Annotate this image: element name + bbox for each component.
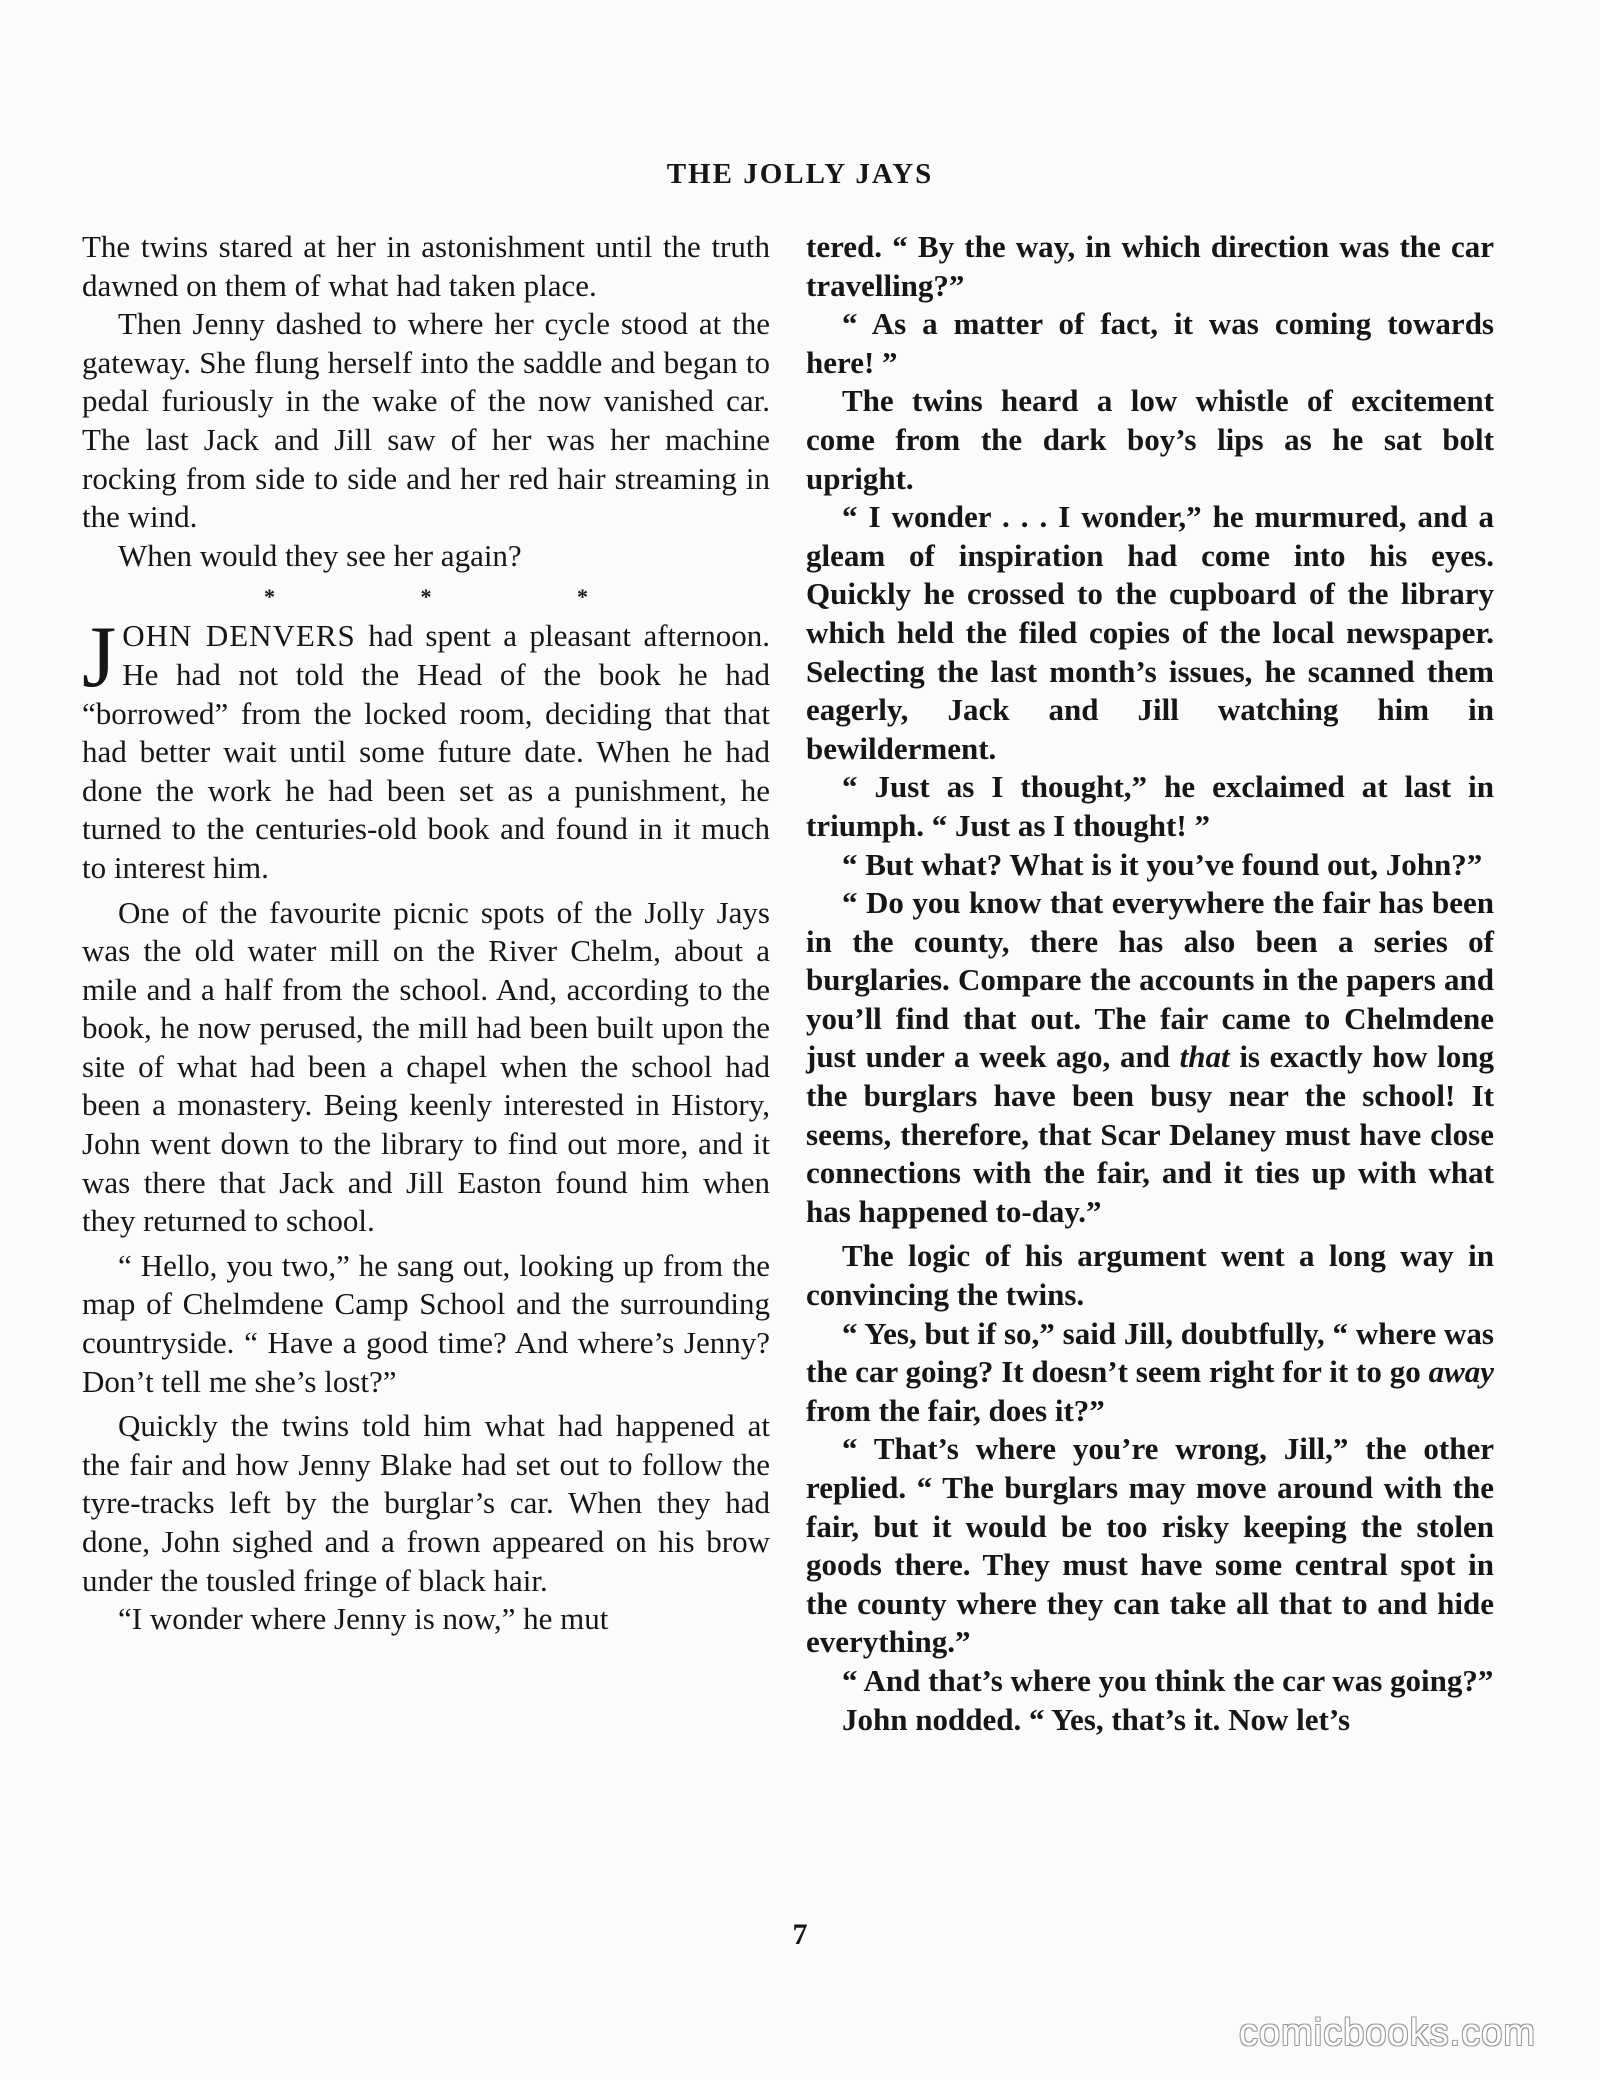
small-caps-name: OHN DENVERS	[122, 618, 356, 654]
emphasis-text: away	[1428, 1354, 1494, 1390]
separator-star: *	[577, 584, 588, 610]
paragraph: tered. “ By the way, in which direction was the car travelling?”	[806, 229, 1494, 303]
paragraph: “ I wonder . . . I wonder,” he murmured, and a gleam of inspiration had come into his eyes. Quickly he crossed to the cupboard of the library which held the filed copies of the local newspaper. Selecting the last month’s issues, he scanned them eagerly, Jack and Jill watching him in bewilderment.	[806, 499, 1494, 766]
paragraph-text: from the fair, does it?”	[806, 1392, 1105, 1428]
paragraph: “ Just as I thought,” he exclaimed at last in triumph. “ Just as I thought! ”	[806, 769, 1494, 843]
separator-star: *	[264, 584, 275, 610]
paragraph	[806, 884, 1494, 1231]
paragraph: The logic of his argument went a long way in convincing the twins.	[806, 1238, 1494, 1313]
paragraph: Quickly the twins told him what had happened at the fair and how Jenny Blake had set out to follow the tyre-tracks left by the burglar’s car. When they had done, John sighed and a frown appeared on his brow under the tousled fringe of black hair.	[82, 1408, 770, 1598]
paragraph-text: “ Yes, but if so,” said Jill, doubtfully, “ where was the car going? It doesn’t seem right for it to go	[806, 1315, 1494, 1390]
site-watermark: comicbooks.com	[1239, 2012, 1536, 2054]
separator-star: *	[420, 584, 432, 610]
section-separator	[82, 577, 770, 617]
paragraph: “I wonder where Jenny is now,” he mut	[118, 1601, 609, 1637]
paragraph-with-dropcap	[82, 609, 770, 887]
paragraph: “ That’s where you’re wrong, Jill,” the other replied. “ The burglars may move around with the fair, but it would be too risky keeping the stolen goods there. They must have some central spot in the county where they can take all that to and hide everything.”	[806, 1431, 1494, 1660]
paragraph-text: is exactly how long the burglars have been busy near the school! It seems, therefore, that Scar Delaney must have close connections with the fair, and it ties up with what has happened to-day.”	[806, 1039, 1494, 1229]
emphasis-text: that	[1179, 1039, 1230, 1075]
paragraph: “ And that’s where you think the car was going?”	[842, 1662, 1494, 1698]
paragraph: One of the favourite picnic spots of the Jolly Jays was the old water mill on the River Chelm, about a mile and a half from the school. And, according to the book, he now perused, the mill had been built upon the site of what had been a chapel when the school had been a monastery. Being keenly interested in History, John went down to the library to find out more, and it was there that Jack and Jill Easton found him when they returned to school.	[82, 894, 770, 1239]
paragraph: Then Jenny dashed to where her cycle stood at the gateway. She flung herself into the saddle and began to pedal furiously in the wake of the now vanished car. The last Jack and Jill saw of her was her machine rocking from side to side and her red hair streaming in the wind.	[82, 306, 770, 535]
drop-cap: J	[82, 609, 117, 707]
page-number: 7	[792, 1918, 808, 1951]
paragraph: The twins heard a low whistle of excitement come from the dark boy’s lips as he sat bolt upright.	[806, 383, 1494, 496]
paragraph: “ Hello, you two,” he sang out, looking up from the map of Chelmdene Camp School and the surrounding countryside. “ Have a good time? And where’s Jenny? Don’t tell me she’s lost?”	[82, 1247, 770, 1399]
paragraph: John nodded. “ Yes, that’s it. Now let’s	[842, 1701, 1351, 1737]
right-text-column	[806, 228, 1494, 1739]
paragraph: When would they see her again?	[118, 537, 522, 573]
running-title: THE JOLLY JAYS	[666, 158, 934, 190]
left-text-column	[82, 228, 770, 1639]
paragraph: The twins stared at her in astonishment until the truth dawned on them of what had taken place.	[82, 229, 770, 303]
paragraph	[806, 1315, 1494, 1431]
paragraph: “ As a matter of fact, it was coming towards here! ”	[806, 306, 1494, 380]
paragraph: “ But what? What is it you’ve found out, John?”	[842, 846, 1483, 882]
paragraph-text: had spent a pleasant afternoon. He had not told the Head of the book he had “borrowed” from the locked room, deciding that that had better wait until some future date. When he had done the work he had been set as a punishment, he turned to the centuries-old book and found in it much to interest him.	[82, 618, 770, 885]
paragraph-text: “ Do you know that everywhere the fair has been in the county, there has also been a series of burglaries. Compare the accounts in the papers and you’ll find that out. The fair came to Chelmdene just under a week ago, and	[806, 885, 1494, 1075]
